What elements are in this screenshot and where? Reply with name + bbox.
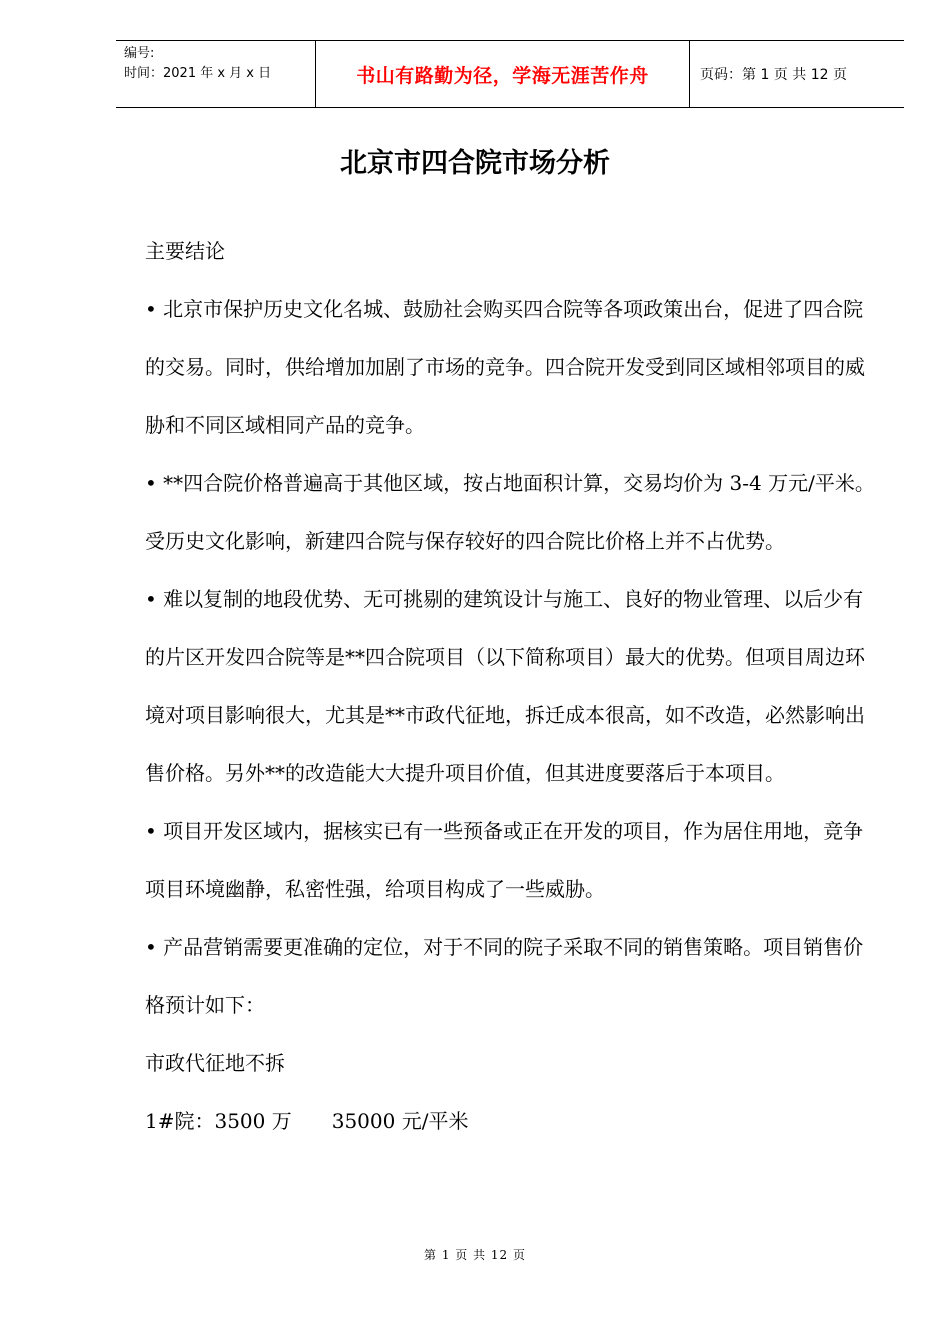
header-table	[116, 40, 904, 108]
footer-page-number: 第 1 页 共 12 页	[424, 1248, 526, 1262]
document-title: 北京市四合院市场分析	[340, 148, 610, 179]
time-label: 时间：2021 年 x 月 x 日	[124, 66, 272, 81]
paragraph-competition: • 项目开发区域内，据核实已有一些预备或正在开发的项目，作为居住用地，竞争项目环境幽静，私密性强，给项目构成了一些威胁。	[145, 819, 864, 901]
paragraph-advantage: • 难以复制的地段优势、无可挑剔的建筑设计与施工、良好的物业管理、以后少有的片区开发四合院等是**四合院项目（以下简称项目）最大的优势。但项目周边环境对项目影响很大，尤其是**市政代征地，拆迁成本很高，如不改造，必然影响出售价格。另外**的改造能大大提升项目价值，但其进度要落后于本项目。	[145, 587, 865, 785]
paragraph-scenario: 市政代征地不拆	[145, 1051, 285, 1075]
paragraph-marketing: • 产品营销需要更准确的定位，对于不同的院子采取不同的销售策略。项目销售价格预计如下：	[145, 935, 864, 1017]
header-meta-cell	[116, 41, 316, 107]
paragraph-price: • **四合院价格普遍高于其他区域，按占地面积计算，交易均价为 3-4 万元/平米。受历史文化影响，新建四合院与保存较好的四合院比价格上并不占优势。	[145, 471, 875, 553]
serial-label: 编号:	[124, 46, 155, 61]
paragraph-price-item: 1#院：3500 万 35000 元/平米	[145, 1109, 469, 1133]
section-heading: 主要结论	[145, 239, 225, 263]
paragraph-policy: • 北京市保护历史文化名城、鼓励社会购买四合院等各项政策出台，促进了四合院的交易。同时，供给增加加剧了市场的竞争。四合院开发受到同区域相邻项目的威胁和不同区域相同产品的竞争。	[145, 297, 865, 437]
document-body	[145, 222, 875, 1150]
header-page-info: 页码：第 1 页 共 12 页	[700, 67, 847, 83]
header-motto: 书山有路勤为径，学海无涯苦作舟	[316, 41, 690, 107]
